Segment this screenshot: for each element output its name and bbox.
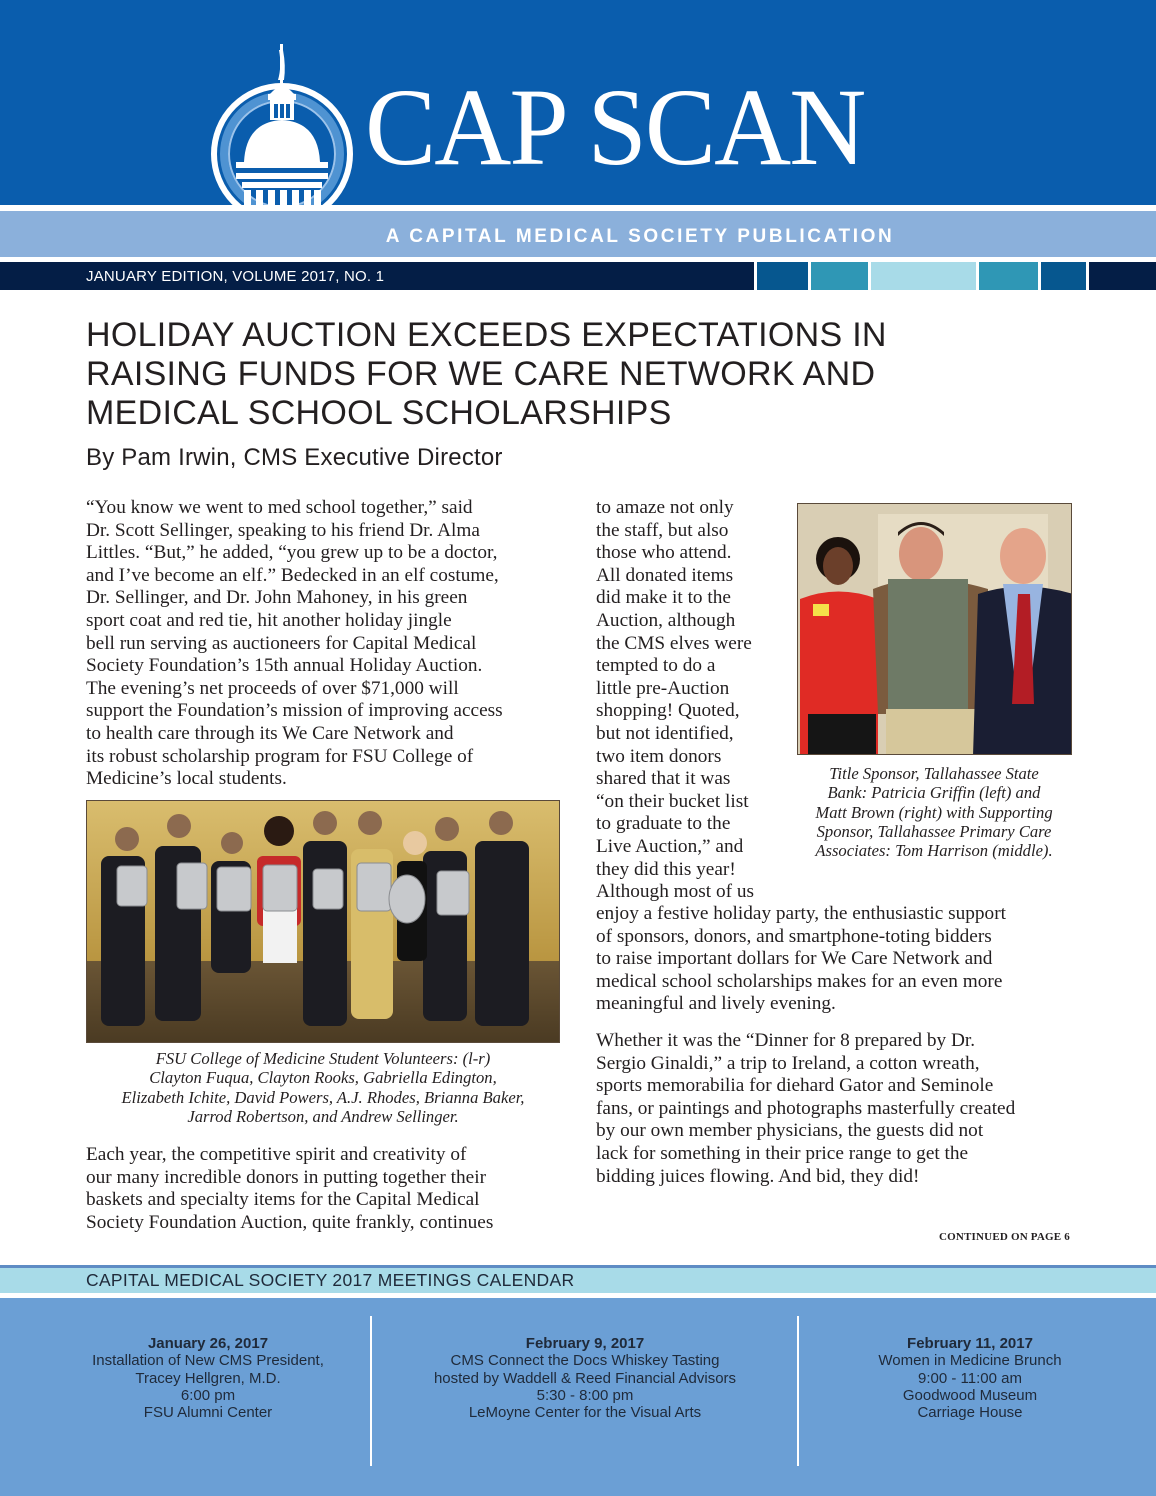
text-line: Medicine’s local students. [86, 768, 287, 790]
volunteers-photo [86, 800, 560, 1043]
text-line: The evening’s net proceeds of over $71,000 will [86, 677, 459, 699]
caption-line: Matt Brown (right) with Supporting [815, 802, 1053, 822]
text-line: shopping! Quoted, [596, 700, 740, 722]
continued-on-page-link[interactable]: CONTINUED ON PAGE 6 [938, 1231, 1070, 1243]
sponsors-photo-illustration [798, 504, 1072, 755]
volunteers-photo-caption [86, 1049, 560, 1126]
text-line: those who attend. [596, 542, 732, 564]
event-detail: Women in Medicine Brunch [878, 1352, 1062, 1370]
caption-line: Elizabeth Ichite, David Powers, A.J. Rhodes, Brianna Baker, [121, 1087, 525, 1107]
publication-subtitle [0, 226, 1140, 248]
publication-title: CAP SCAN [365, 66, 865, 188]
text-line: did make it to the [596, 587, 731, 609]
text-line: sport coat and red tie, hit another holiday jingle [86, 609, 452, 631]
event-detail: 6:00 pm [180, 1386, 236, 1404]
text-line: to amaze not only [596, 497, 734, 518]
calendar-event [810, 1335, 1130, 1421]
article-paragraph [596, 497, 786, 904]
caption-line: Bank: Patricia Griffin (left) and [827, 783, 1041, 803]
caption-line: Title Sponsor, Tallahassee State [829, 764, 1039, 783]
event-date: February 9, 2017 [525, 1335, 645, 1352]
event-detail: 5:30 - 8:00 pm [536, 1386, 634, 1404]
event-date: January 26, 2017 [147, 1335, 269, 1352]
color-swatch [868, 262, 976, 290]
text-line: Littles. “But,” he added, “you grew up to be a doctor, [86, 542, 498, 564]
text-line: support the Foundation’s mission of improving access [86, 700, 503, 722]
event-detail: Installation of New CMS President, [92, 1352, 324, 1370]
caption-line: Jarrod Robertson, and Andrew Sellinger. [187, 1106, 459, 1126]
calendar-event [380, 1335, 790, 1421]
article-headline [86, 316, 1046, 433]
caption-line: Clayton Fuqua, Clayton Rooks, Gabriella Edington, [149, 1068, 497, 1088]
event-detail: CMS Connect the Docs Whiskey Tasting [450, 1352, 720, 1370]
text-line: to graduate to the [596, 813, 731, 835]
text-line: Although most of us [596, 881, 755, 903]
sponsors-photo-caption [796, 764, 1072, 860]
text-line: baskets and specialty items for the Capital Medical [86, 1189, 480, 1211]
text-line: little pre-Auction [596, 677, 730, 699]
article-paragraph [86, 497, 566, 791]
text-line: to raise important dollars for We Care Network and [596, 948, 993, 970]
article-paragraph [86, 1144, 566, 1234]
calendar-divider [797, 1316, 799, 1466]
text-line: meaningful and lively evening. [596, 993, 836, 1015]
text-line: Each year, the competitive spirit and creativity of [86, 1144, 467, 1165]
article-paragraph [596, 903, 1076, 1016]
text-line: Society Foundation Auction, quite frankly, continues [86, 1211, 494, 1233]
text-line: two item donors [596, 745, 722, 767]
text-line: Whether it was the “Dinner for 8 prepared by Dr. [596, 1030, 976, 1051]
calendar-event [60, 1335, 356, 1421]
text-line: bidding juices flowing. And bid, they did! [596, 1165, 920, 1187]
text-line: sports memorabilia for diehard Gator and Seminole [596, 1075, 994, 1097]
calendar-divider [370, 1316, 372, 1466]
text-line: Dr. Scott Sellinger, speaking to his friend Dr. Alma [86, 519, 480, 541]
color-swatch [754, 262, 808, 290]
text-line: shared that it was [596, 768, 731, 790]
volunteers-photo-illustration [87, 801, 560, 1043]
text-line: “on their bucket list [596, 790, 749, 812]
text-line: fans, or paintings and photographs masterfully created [596, 1097, 1016, 1119]
text-line: but not identified, [596, 722, 734, 744]
text-line: tempted to do a [596, 655, 716, 677]
calendar-title: CAPITAL MEDICAL SOCIETY 2017 MEETINGS CALENDAR [86, 1270, 575, 1290]
text-line: Dr. Sellinger, and Dr. John Mahoney, in his green [86, 587, 468, 609]
text-line: Society Foundation’s 15th annual Holiday Auction. [86, 655, 483, 677]
caption-line: Associates: Tom Harrison (middle). [815, 841, 1053, 861]
color-swatch [1038, 262, 1086, 290]
text-line: the CMS elves were [596, 632, 752, 654]
event-detail: Tracey Hellgren, M.D. [135, 1369, 281, 1387]
color-swatch [1086, 262, 1156, 290]
event-date: February 11, 2017 [907, 1335, 1033, 1352]
text-line: enjoy a festive holiday party, the enthusiastic support [596, 903, 1006, 924]
headline-line: HOLIDAY AUCTION EXCEEDS EXPECTATIONS IN [86, 316, 887, 354]
text-line: our many incredible donors in putting together their [86, 1166, 486, 1188]
headline-line: MEDICAL SCHOOL SCHOLARSHIPS [86, 394, 672, 432]
text-line: Auction, although [596, 609, 736, 631]
text-line: and I’ve become an elf.” Bedecked in an elf costume, [86, 564, 499, 586]
text-line: to health care through its We Care Network and [86, 722, 454, 744]
color-swatch [808, 262, 868, 290]
text-line: its robust scholarship program for FSU College of [86, 745, 474, 767]
text-line: of sponsors, donors, and smartphone-toting bidders [596, 925, 992, 947]
edition-label: JANUARY EDITION, VOLUME 2017, NO. 1 [86, 268, 385, 285]
event-detail: Goodwood Museum [902, 1386, 1038, 1404]
subtitle-text: A CAPITAL MEDICAL SOCIETY PUBLICATION [385, 226, 895, 247]
event-detail: FSU Alumni Center [143, 1404, 273, 1422]
text-line: the staff, but also [596, 519, 729, 541]
event-detail: Carriage House [917, 1404, 1023, 1422]
text-line: they did this year! [596, 858, 736, 880]
caption-line: FSU College of Medicine Student Volunteers: (l-r) [155, 1049, 491, 1068]
text-line: lack for something in their price range to get the [596, 1142, 969, 1164]
text-line: All donated items [596, 564, 734, 586]
text-line: “You know we went to med school together,” said [86, 497, 473, 518]
article-byline: By Pam Irwin, CMS Executive Director [86, 444, 503, 471]
caption-line: Sponsor, Tallahassee Primary Care [816, 821, 1052, 841]
color-swatch [976, 262, 1038, 290]
event-detail: 9:00 - 11:00 am [918, 1369, 1022, 1387]
text-line: Sergio Ginaldi,” a trip to Ireland, a cotton wreath, [596, 1052, 980, 1074]
text-line: by our own member physicians, the guests did not [596, 1120, 984, 1142]
event-detail: hosted by Waddell & Reed Financial Advisors [433, 1369, 737, 1387]
text-line: medical school scholarships makes for an even more [596, 970, 1003, 992]
headline-line: RAISING FUNDS FOR WE CARE NETWORK AND [86, 355, 876, 393]
capitol-dome-icon [196, 36, 368, 226]
event-detail: LeMoyne Center for the Visual Arts [468, 1404, 702, 1422]
text-line: Live Auction,” and [596, 835, 744, 857]
sponsors-photo [797, 503, 1072, 755]
text-line: bell run serving as auctioneers for Capital Medical [86, 632, 477, 654]
article-paragraph [596, 1030, 1076, 1188]
